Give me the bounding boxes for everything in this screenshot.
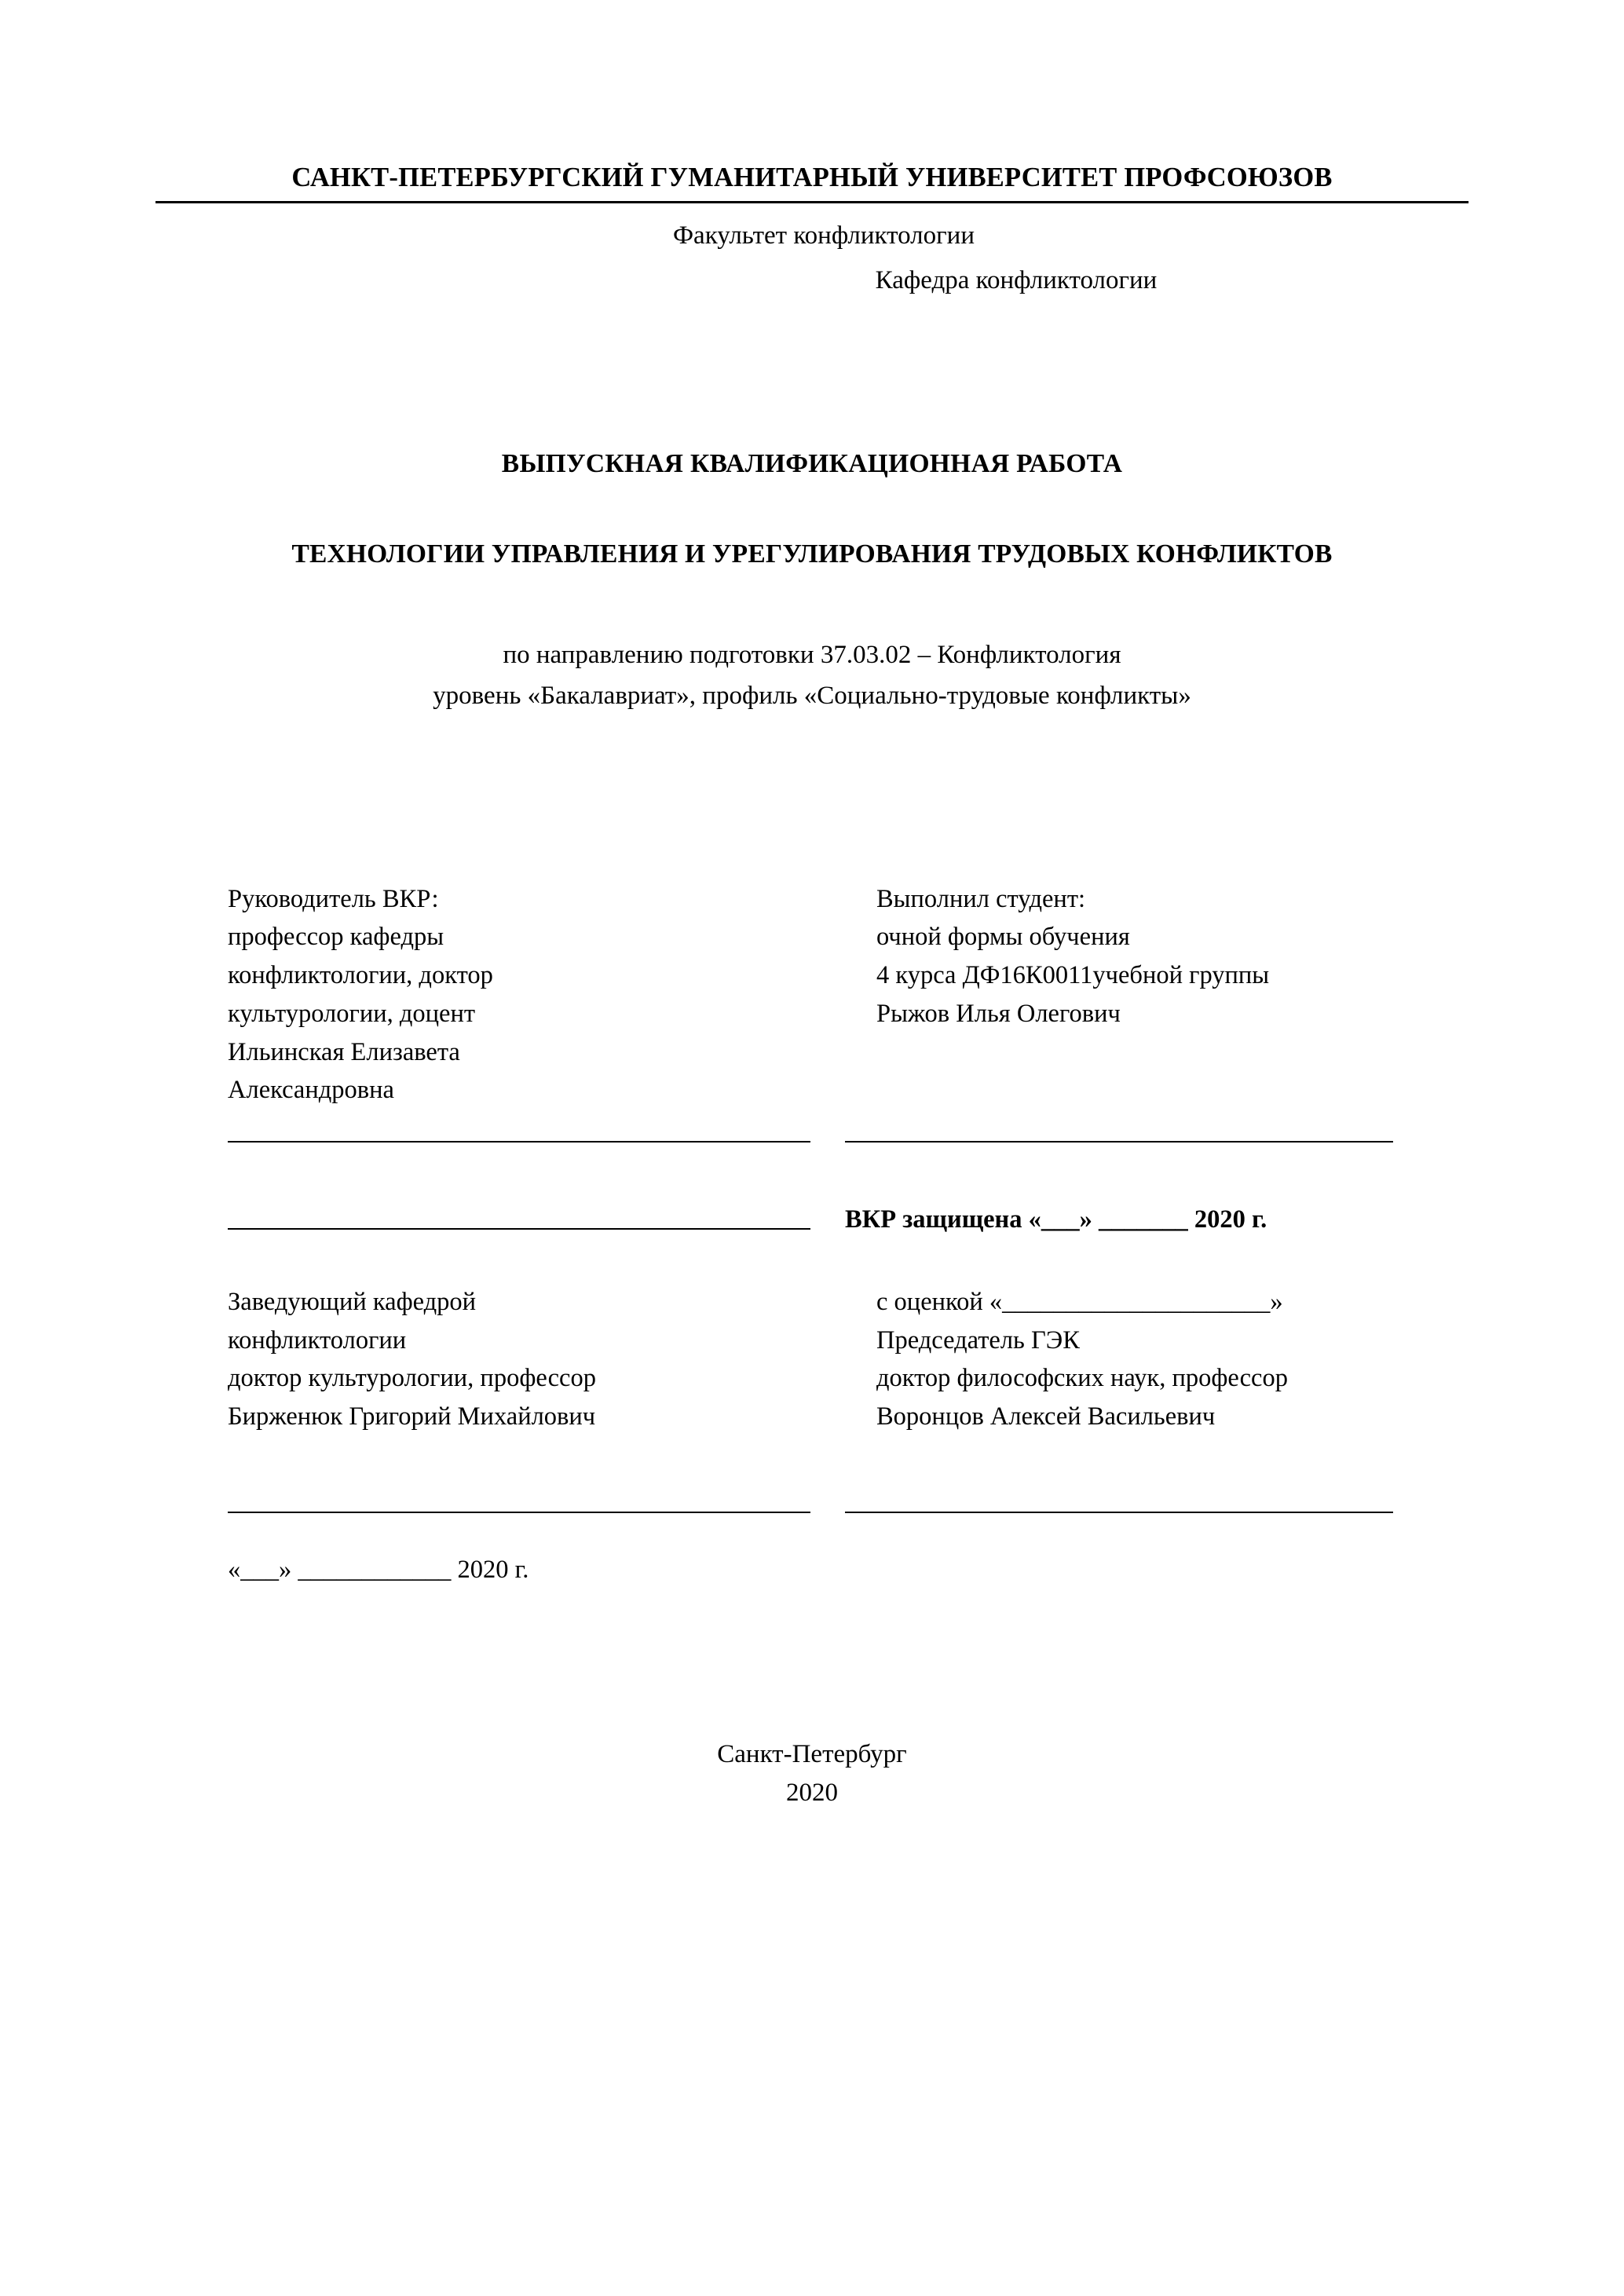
signature-rules-row-1 <box>0 1141 1624 1143</box>
head-signature-line <box>228 1512 810 1513</box>
student-label: Выполнил студент: <box>876 884 1086 913</box>
commission-chair-block <box>856 1283 1396 1436</box>
head-line-1: Заведующий кафедрой <box>228 1287 477 1316</box>
student-line-3: Рыжов Илья Олегович <box>876 999 1121 1028</box>
direction-line-1: по направлению подготовки 37.03.02 – Конфликтология <box>503 640 1121 669</box>
document-type: ВЫПУСКНАЯ КВАЛИФИКАЦИОННАЯ РАБОТА <box>501 449 1123 479</box>
supervisor-line-2: конфликтологии, доктор <box>228 961 493 990</box>
head-line-4: Бирженюк Григорий Михайлович <box>228 1402 596 1431</box>
chair-line-1: Председатель ГЭК <box>876 1325 1080 1355</box>
head-of-department-block <box>228 1283 856 1436</box>
defense-row <box>0 1201 1624 1239</box>
chair-line-3: Воронцов Алексей Васильевич <box>876 1402 1216 1431</box>
student-signature-line <box>845 1141 1393 1143</box>
grade-line: с оценкой «_____________________» <box>876 1287 1283 1316</box>
student-line-2: 4 курса ДФ16К0011учебной группы <box>876 961 1270 990</box>
university-name: САНКТ-ПЕТЕРБУРГСКИЙ ГУМАНИТАРНЫЙ УНИВЕРСИТЕТ ПРОФСОЮЗОВ <box>291 163 1333 192</box>
defense-date: «___» _______ 2020 г. <box>1022 1205 1267 1234</box>
final-date: «___» ____________ 2020 г. <box>228 1555 529 1584</box>
student-line-1: очной формы обучения <box>876 923 1130 952</box>
extra-signature-line <box>228 1228 810 1230</box>
supervisor-line-3: культурологии, доцент <box>228 999 476 1028</box>
faculty-name: Факультет конфликтологии <box>672 221 975 250</box>
department-name: Кафедра конфликтологии <box>875 266 1158 295</box>
supervisor-line-5: Александровна <box>228 1076 394 1105</box>
defense-label: ВКР защищена <box>845 1205 1022 1234</box>
head-line-2: конфликтологии <box>228 1325 407 1355</box>
supervisor-block <box>228 880 856 1110</box>
student-block <box>856 880 1396 1033</box>
head-line-3: доктор культурологии, профессор <box>228 1364 596 1393</box>
thesis-title: ТЕХНОЛОГИИ УПРАВЛЕНИЯ И УРЕГУЛИРОВАНИЯ ТРУДОВЫХ КОНФЛИКТОВ <box>291 539 1333 569</box>
supervisor-line-1: профессор кафедры <box>228 923 444 952</box>
chair-signature-line <box>845 1512 1393 1513</box>
roles-block <box>0 880 1624 1110</box>
chair-line-2: доктор философских наук, профессор <box>876 1364 1288 1393</box>
supervisor-line-4: Ильинская Елизавета <box>228 1037 460 1066</box>
year: 2020 <box>786 1778 838 1807</box>
header-divider <box>155 201 1469 203</box>
defense-line <box>845 1201 1396 1239</box>
supervisor-signature-line <box>228 1141 810 1143</box>
city: Санкт-Петербург <box>717 1739 907 1768</box>
direction-line-2: уровень «Бакалавриат», профиль «Социально-трудовые конфликты» <box>433 681 1191 710</box>
signature-rules-row-2 <box>0 1512 1624 1513</box>
supervisor-label: Руководитель ВКР: <box>228 884 439 913</box>
roles-block-2 <box>0 1283 1624 1436</box>
